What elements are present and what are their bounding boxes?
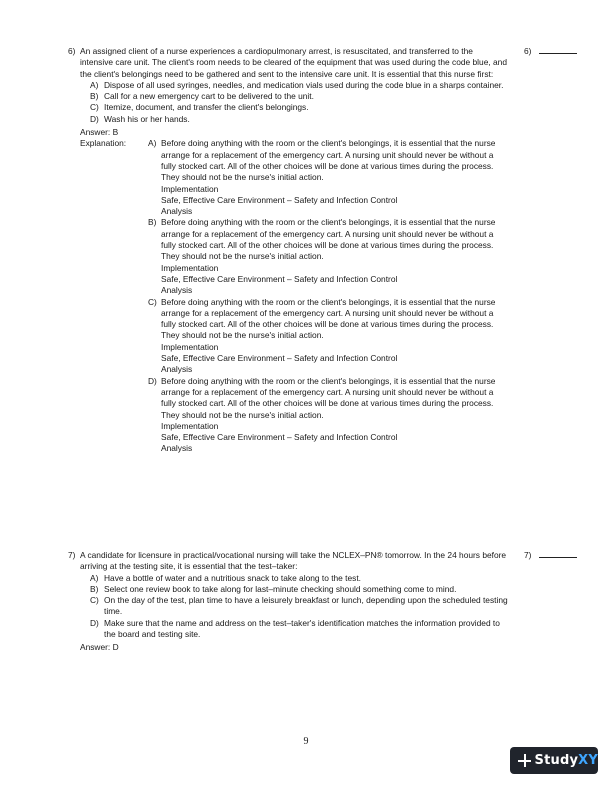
explanation-letter: D): [148, 375, 157, 386]
question-stem: An assigned client of a nurse experiences a cardiopulmonary arrest, is resuscitated, and transferred to the intensive care unit. The client's room needs to be cleared of the equipment that was used during the code blue, and the client's belongings need to be gathered and sent to the intensive care unit. It is essential that this nurse first:: [80, 46, 507, 79]
answer-blank-line: [539, 47, 577, 54]
explanation-category: Safe, Effective Care Environment – Safety and Infection Control: [161, 432, 398, 443]
option-text: Make sure that the name and address on the test–taker's identification matches the information provided to the board and testing site.: [104, 617, 500, 640]
question-7: [68, 550, 508, 654]
answer-line: Answer: B: [80, 127, 119, 138]
question-number: 6): [68, 46, 76, 56]
badge-brand: [534, 752, 598, 768]
question-number: 7): [68, 550, 76, 560]
explanation-letter: B): [148, 217, 157, 228]
explanation-text: Before doing anything with the room or the client's belongings, it is essential that the nurse arrange for a replacement of the emergency cart. A nursing unit should never be without a fully stocked cart. All of the other choices will be done at various times during the process. They should not be the nurse's initial action.: [161, 296, 496, 341]
explanation-category: Safe, Effective Care Environment – Safety and Infection Control: [161, 353, 398, 364]
option-letter: D): [90, 113, 99, 124]
explanation-letter: C): [148, 296, 157, 307]
explanation-c: [148, 297, 508, 376]
explanation-level: Implementation: [161, 341, 219, 352]
explanation-text: Before doing anything with the room or the client's belongings, it is essential that the nurse arrange for a replacement of the emergency cart. A nursing unit should never be without a fully stocked cart. All of the other choices will be done at various times during the process. They should not be the nurse's initial action.: [161, 217, 496, 262]
explanation-level: Implementation: [161, 262, 219, 273]
option-text: Select one review book to take along for last–minute checking should something come to mind.: [104, 583, 457, 594]
option-text: Have a bottle of water and a nutritious snack to take along to the test.: [104, 572, 361, 583]
explanation-d: [148, 376, 508, 455]
badge-brand-accent: XY: [578, 752, 598, 768]
option-letter: A): [90, 572, 99, 583]
answer-blank-7: [524, 550, 577, 561]
option-d: [68, 114, 508, 125]
page-number: 9: [303, 736, 309, 747]
option-a: [68, 573, 508, 584]
option-c: [68, 102, 508, 113]
explanation-cognitive: Analysis: [161, 285, 193, 296]
explanation-category: Safe, Effective Care Environment – Safety and Infection Control: [161, 194, 398, 205]
explanation-cognitive: Analysis: [161, 443, 193, 454]
explanation-category: Safe, Effective Care Environment – Safety and Infection Control: [161, 273, 398, 284]
explanation-label: Explanation:: [80, 138, 127, 149]
option-d: [68, 618, 508, 641]
explanation-a: [148, 138, 508, 217]
option-text: Dispose of all used syringes, needles, and medication vials used during the code blue in a sharps container.: [104, 79, 504, 90]
option-text: Itemize, document, and transfer the client's belongings.: [104, 102, 309, 113]
option-b: [68, 584, 508, 595]
explanation-b: [148, 217, 508, 296]
option-letter: C): [90, 102, 99, 113]
explanation-text: Before doing anything with the room or the client's belongings, it is essential that the nurse arrange for a replacement of the emergency cart. A nursing unit should never be without a fully stocked cart. All of the other choices will be done at various times during the process. They should not be the nurse's initial action.: [161, 375, 496, 420]
answer-line: Answer: D: [80, 642, 119, 653]
option-text: Wash his or her hands.: [104, 113, 190, 124]
explanation-level: Implementation: [161, 183, 219, 194]
options-list: [68, 573, 508, 641]
answer-blank-label: 6): [524, 46, 532, 56]
studyxy-badge[interactable]: [510, 747, 598, 774]
plus-icon: [518, 754, 529, 767]
explanation-level: Implementation: [161, 420, 219, 431]
option-text: Call for a new emergency cart to be delivered to the unit.: [104, 91, 314, 102]
explanation-letter: A): [148, 138, 157, 149]
option-c: [68, 595, 508, 618]
option-letter: D): [90, 617, 99, 628]
answer-blank-label: 7): [524, 550, 532, 560]
option-letter: A): [90, 79, 99, 90]
question-stem: A candidate for licensure in practical/vocational nursing will take the NCLEX–PN® tomorrow. In the 24 hours before arriving at the testing site, it is essential that the test–taker:: [80, 550, 507, 572]
answer-blank-6: [524, 46, 577, 57]
option-a: [68, 80, 508, 91]
explanation-block: [80, 138, 508, 454]
question-6: [68, 46, 508, 455]
option-b: [68, 91, 508, 102]
option-letter: B): [90, 583, 99, 594]
explanation-cognitive: Analysis: [161, 364, 193, 375]
option-text: On the day of the test, plan time to have a leisurely breakfast or lunch, depending upon the scheduled testing time.: [104, 595, 508, 617]
explanation-text: Before doing anything with the room or the client's belongings, it is essential that the nurse arrange for a replacement of the emergency cart. A nursing unit should never be without a fully stocked cart. All of the other choices will be done at various times during the process. They should not be the nurse's initial action.: [161, 138, 496, 183]
option-letter: B): [90, 91, 99, 102]
options-list: [68, 80, 508, 125]
option-letter: C): [90, 595, 99, 606]
explanation-cognitive: Analysis: [161, 206, 193, 217]
badge-brand-part: Study: [534, 752, 579, 768]
answer-blank-line: [539, 551, 577, 558]
